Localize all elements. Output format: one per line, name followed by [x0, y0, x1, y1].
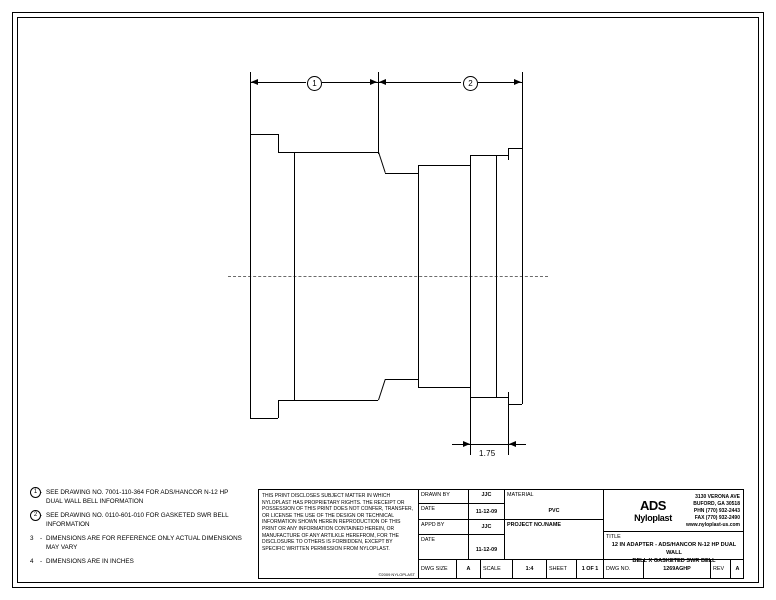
- material-value: PVC: [548, 508, 560, 514]
- part-ln: [418, 165, 419, 387]
- dim-line-2: [378, 82, 461, 83]
- part-ln: [508, 148, 509, 160]
- part-ln: [508, 148, 522, 149]
- project-cell: [505, 520, 604, 560]
- address-line: 3130 VERONA AVE: [695, 494, 740, 500]
- part-ln: [418, 387, 470, 388]
- notes-list: [30, 488, 245, 571]
- dim-arrow: [509, 441, 516, 447]
- part-ln: [378, 379, 386, 400]
- dim-arrow: [514, 79, 521, 85]
- centerline: [228, 276, 548, 277]
- project-label: PROJECT NO./NAME: [507, 522, 561, 528]
- note-marker: 1: [30, 487, 41, 498]
- drawn-by-value-cell: [469, 490, 505, 504]
- note-dash: -: [40, 512, 43, 519]
- part-ln: [250, 418, 278, 419]
- sheet-cell: [547, 560, 577, 579]
- dwg-no-cell: [604, 560, 644, 579]
- dwg-size-cell: [419, 560, 457, 579]
- part-ln: [508, 404, 522, 405]
- note-text: SEE DRAWING NO. 0110-601-010 FOR GASKETED SWR BELL INFORMATION: [46, 512, 229, 528]
- dwg-size-label: DWG SIZE: [421, 566, 448, 572]
- dim-arrow: [251, 79, 258, 85]
- address-line: www.nyloplast-us.com: [686, 522, 740, 528]
- dwg-size-value-cell: [457, 560, 481, 579]
- rev-value-cell: [731, 560, 744, 579]
- part-ln: [508, 392, 509, 404]
- bottom-left-spacer: [259, 560, 419, 579]
- part-ln: [385, 173, 418, 174]
- title-value-line2: BELL X GASKETED SWR BELL: [632, 558, 716, 564]
- rev-value: A: [735, 566, 740, 572]
- drawn-date-value-cell: [469, 504, 505, 520]
- company-address: [682, 494, 740, 529]
- dwg-size-value: A: [466, 566, 471, 572]
- drawn-by-cell: [419, 490, 469, 504]
- appd-by-value: JJC: [481, 524, 492, 530]
- note-marker: 3: [30, 535, 34, 542]
- nyloplast-logo-text: Nyloplast: [634, 513, 672, 523]
- address-line: PHN (770) 932-2443: [693, 508, 740, 514]
- title-block: [258, 489, 744, 579]
- note-item: [30, 488, 245, 506]
- part-ln: [294, 152, 295, 400]
- part-right-face: [522, 148, 523, 404]
- project-value: [505, 530, 603, 532]
- part-ln: [470, 155, 508, 156]
- dwg-no-value: 1269AGHP: [663, 566, 691, 572]
- drawn-date-label: DATE: [421, 506, 435, 512]
- note-text: DIMENSIONS ARE IN INCHES: [46, 558, 134, 565]
- part-ln: [278, 134, 279, 152]
- note-marker: 2: [30, 510, 41, 521]
- dim-arrow: [463, 441, 470, 447]
- drawn-date-value: 11-12-09: [475, 509, 498, 515]
- address-line: FAX (770) 932-2490: [694, 515, 740, 521]
- material-cell: [505, 490, 604, 520]
- appd-date-label: DATE: [421, 537, 435, 543]
- rev-cell: [711, 560, 731, 579]
- balloon-2: 2: [463, 76, 478, 91]
- dim-arrow: [370, 79, 377, 85]
- note-dash: -: [40, 489, 43, 496]
- dwg-no-label: DWG NO.: [606, 566, 631, 572]
- part-ln: [470, 155, 471, 397]
- part-ln: [250, 134, 278, 135]
- note-item: [30, 511, 245, 529]
- ads-logo-text: ADS: [640, 498, 666, 513]
- note-text: SEE DRAWING NO. 7001-110-364 FOR ADS/HANCOR N-12 HP DUAL WALL BELL INFORMATION: [46, 489, 229, 505]
- appd-date-cell: [419, 535, 469, 560]
- title-label: TITLE: [606, 534, 621, 540]
- drawn-date-cell: [419, 504, 469, 520]
- dim-line-1: [250, 82, 306, 83]
- appd-date-value: 11-12-09: [475, 547, 498, 553]
- note-dash: -: [40, 558, 43, 565]
- part-ln: [278, 400, 378, 401]
- note-dash: -: [40, 535, 43, 542]
- sheet-label: SHEET: [549, 566, 567, 572]
- sheet-value-cell: [577, 560, 604, 579]
- ext-line: [470, 397, 471, 455]
- part-ln: [470, 397, 508, 398]
- scale-value: 1:4: [525, 566, 534, 572]
- dim-arrow: [379, 79, 386, 85]
- part-ln: [278, 152, 378, 153]
- part-left-face: [250, 134, 251, 418]
- rev-label: REV: [713, 566, 725, 572]
- ext-line: [522, 72, 523, 150]
- part-ln: [496, 155, 497, 397]
- ads-nyloplast-logo: [618, 498, 688, 523]
- note-item: [30, 534, 245, 552]
- title-cell: [604, 532, 744, 564]
- note-text: DIMENSIONS ARE FOR REFERENCE ONLY ACTUAL DIMENSIONS MAY VARY: [46, 535, 242, 551]
- logo-address-cell: [604, 490, 744, 532]
- appd-by-value-cell: [469, 520, 505, 535]
- address-line: BUFORD, GA 30518: [693, 501, 740, 507]
- dwg-no-value-cell: [644, 560, 711, 579]
- note-marker: 4: [30, 558, 34, 565]
- drawn-by-value: JJC: [481, 492, 492, 498]
- appd-by-cell: [419, 520, 469, 535]
- scale-label: SCALE: [483, 566, 501, 572]
- note-item: [30, 557, 245, 566]
- part-ln: [385, 379, 418, 380]
- part-ln: [418, 165, 470, 166]
- part-ln: [378, 152, 386, 173]
- ext-line: [508, 404, 509, 455]
- legal-copyright: ©2009 NYLOPLAST: [378, 572, 415, 577]
- material-label: MATERIAL: [507, 492, 534, 498]
- sheet-value: 1 OF 1: [581, 566, 599, 572]
- appd-by-label: APPD BY: [421, 522, 445, 528]
- dim-label-175: 1.75: [479, 449, 496, 458]
- part-ln: [278, 400, 279, 418]
- drawn-by-label: DRAWN BY: [421, 492, 450, 498]
- scale-cell: [481, 560, 513, 579]
- appd-date-value-cell: [469, 535, 505, 560]
- scale-value-cell: [513, 560, 547, 579]
- balloon-1: 1: [307, 76, 322, 91]
- title-value-line1: 12 IN ADAPTER - ADS/HANCOR N-12 HP DUAL WALL: [611, 542, 737, 556]
- legal-text: THIS PRINT DISCLOSES SUBJECT MATTER IN WHICH NYLOPLAST HAS PROPRIETARY RIGHTS. THE RECEIPT OR POSSESSION OF THIS PRINT DOES NOT CONFER, TRANSFER, OR LICENSE THE USE OF THE DESIGN OR TECHNICAL INFORMATION SHOWN HEREIN REPRODUCTION OF THIS PRINT OR ANY INFORMATION CONTAINED HEREIN, OR MANUFACTURE OF ANY ARTILKLE HEREFROM, FOR THE DISCLOSURE TO OTHERS IS FORBIDDEN, EXCEPT BY SPECIFIC WRITTEN PERMISSION FROM NYLOPLAST.: [262, 493, 414, 552]
